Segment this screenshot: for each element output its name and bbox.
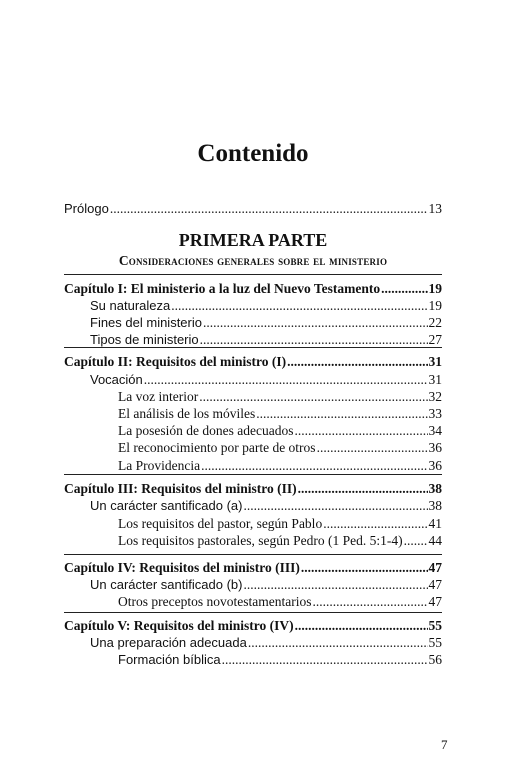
part-title: PRIMERA PARTE (178, 230, 328, 250)
toc-subentry (118, 651, 442, 668)
toc-entry-label: Prólogo (64, 201, 109, 216)
toc-leader-dots (381, 280, 427, 297)
toc-leader-dots (203, 314, 428, 331)
toc-entry-label: Una preparación adecuada (90, 635, 247, 650)
chapter-title: Capítulo V: Requisitos del ministro (IV) (64, 618, 294, 633)
toc-subentry (118, 388, 442, 405)
chapter-page: 55 (428, 618, 442, 633)
toc-entry-page: 36 (428, 458, 442, 473)
toc-leader-dots (110, 200, 428, 217)
toc-entry (90, 314, 442, 331)
toc-subentry (118, 439, 442, 456)
chapter-divider (64, 474, 442, 475)
toc-entry-page: 47 (428, 577, 442, 592)
toc-entry-label: Su naturaleza (90, 298, 171, 313)
toc-entry-label: Fines del ministerio (90, 315, 202, 330)
toc-entry (90, 297, 442, 314)
toc-subentry (118, 457, 442, 474)
chapter-title: Capítulo III: Requisitos del ministro (II) (64, 481, 297, 496)
toc-leader-dots (243, 497, 427, 514)
toc-entry-page: 22 (428, 315, 442, 330)
toc-entry-page: 47 (428, 594, 442, 609)
toc-leader-dots (287, 353, 427, 370)
chapter-title: Capítulo IV: Requisitos del ministro (III) (64, 560, 300, 575)
toc-entry (90, 634, 442, 651)
toc-entry-page: 27 (428, 332, 442, 347)
chapter-page: 38 (428, 481, 442, 496)
toc-entry-label: El reconocimiento por parte de otros (118, 440, 316, 455)
toc-entry-label: Vocación (90, 372, 143, 387)
toc-entry-page: 38 (428, 498, 442, 513)
toc-leader-dots (312, 593, 427, 610)
chapter-heading (64, 559, 442, 576)
toc-leader-dots (201, 457, 427, 474)
toc-entry-label: Los requisitos pastorales, según Pedro (1 Ped. 5:1-4) (118, 533, 403, 548)
toc-leader-dots (323, 515, 427, 532)
toc-entry-prologue (64, 200, 442, 217)
chapter-divider (64, 554, 442, 555)
chapter-page: 47 (428, 560, 442, 575)
chapter-heading (64, 480, 442, 497)
toc-entry-label: La posesión de dones adecuados (118, 423, 294, 438)
toc-leader-dots (222, 651, 428, 668)
toc-entry-label: Tipos de ministerio (90, 332, 199, 347)
chapter-title: Capítulo I: El ministerio a la luz del Nuevo Testamento (64, 281, 381, 296)
toc-leader-dots (404, 532, 428, 549)
toc-entry (90, 331, 442, 348)
toc-entry (90, 497, 442, 514)
toc-entry-page: 44 (428, 533, 442, 548)
chapter-divider (64, 612, 442, 613)
toc-entry-label: Otros preceptos novotestamentarios (118, 594, 312, 609)
toc-entry-page: 56 (428, 652, 442, 667)
toc-entry (90, 576, 442, 593)
toc-leader-dots (144, 371, 428, 388)
toc-entry-label: La voz interior (118, 389, 199, 404)
chapter-page: 31 (428, 354, 442, 369)
toc-entry-page: 13 (428, 201, 442, 216)
toc-leader-dots (243, 576, 427, 593)
toc-entry-page: 19 (428, 298, 442, 313)
toc-leader-dots (295, 617, 428, 634)
toc-entry-label: La Providencia (118, 458, 201, 473)
toc-entry-label: Un carácter santificado (a) (90, 498, 243, 513)
chapter-heading (64, 353, 442, 370)
toc-leader-dots (298, 480, 428, 497)
toc-leader-dots (199, 388, 427, 405)
page-title: Contenido (197, 140, 309, 167)
toc-leader-dots (256, 405, 427, 422)
toc-entry (90, 371, 442, 388)
toc-subentry (118, 422, 442, 439)
toc-subentry (118, 593, 442, 610)
toc-entry-label: Formación bíblica (118, 652, 221, 667)
toc-entry-label: Un carácter santificado (b) (90, 577, 243, 592)
part-subtitle: Consideraciones generales sobre el ministerio (118, 253, 388, 268)
toc-entry-label: El análisis de los móviles (118, 406, 256, 421)
toc-entry-page: 31 (428, 372, 442, 387)
toc-entry-page: 32 (428, 389, 442, 404)
toc-subentry (118, 515, 442, 532)
toc-leader-dots (294, 422, 427, 439)
toc-entry-page: 34 (428, 423, 442, 438)
chapter-heading (64, 617, 442, 634)
toc-entry-page: 55 (428, 635, 442, 650)
toc-leader-dots (317, 439, 428, 456)
toc-entry-page: 33 (428, 406, 442, 421)
toc-entry-page: 41 (428, 516, 442, 531)
toc-entry-page: 36 (428, 440, 442, 455)
chapter-page: 19 (428, 281, 442, 296)
chapter-divider (64, 274, 442, 275)
toc-leader-dots (248, 634, 428, 651)
toc-leader-dots (200, 331, 428, 348)
toc-subentry (118, 405, 442, 422)
chapter-title: Capítulo II: Requisitos del ministro (I) (64, 354, 287, 369)
toc-entry-label: Los requisitos del pastor, según Pablo (118, 516, 323, 531)
toc-leader-dots (301, 559, 428, 576)
toc-leader-dots (171, 297, 427, 314)
toc-subentry (118, 532, 442, 549)
chapter-heading (64, 280, 442, 297)
page-number: 7 (441, 737, 448, 752)
